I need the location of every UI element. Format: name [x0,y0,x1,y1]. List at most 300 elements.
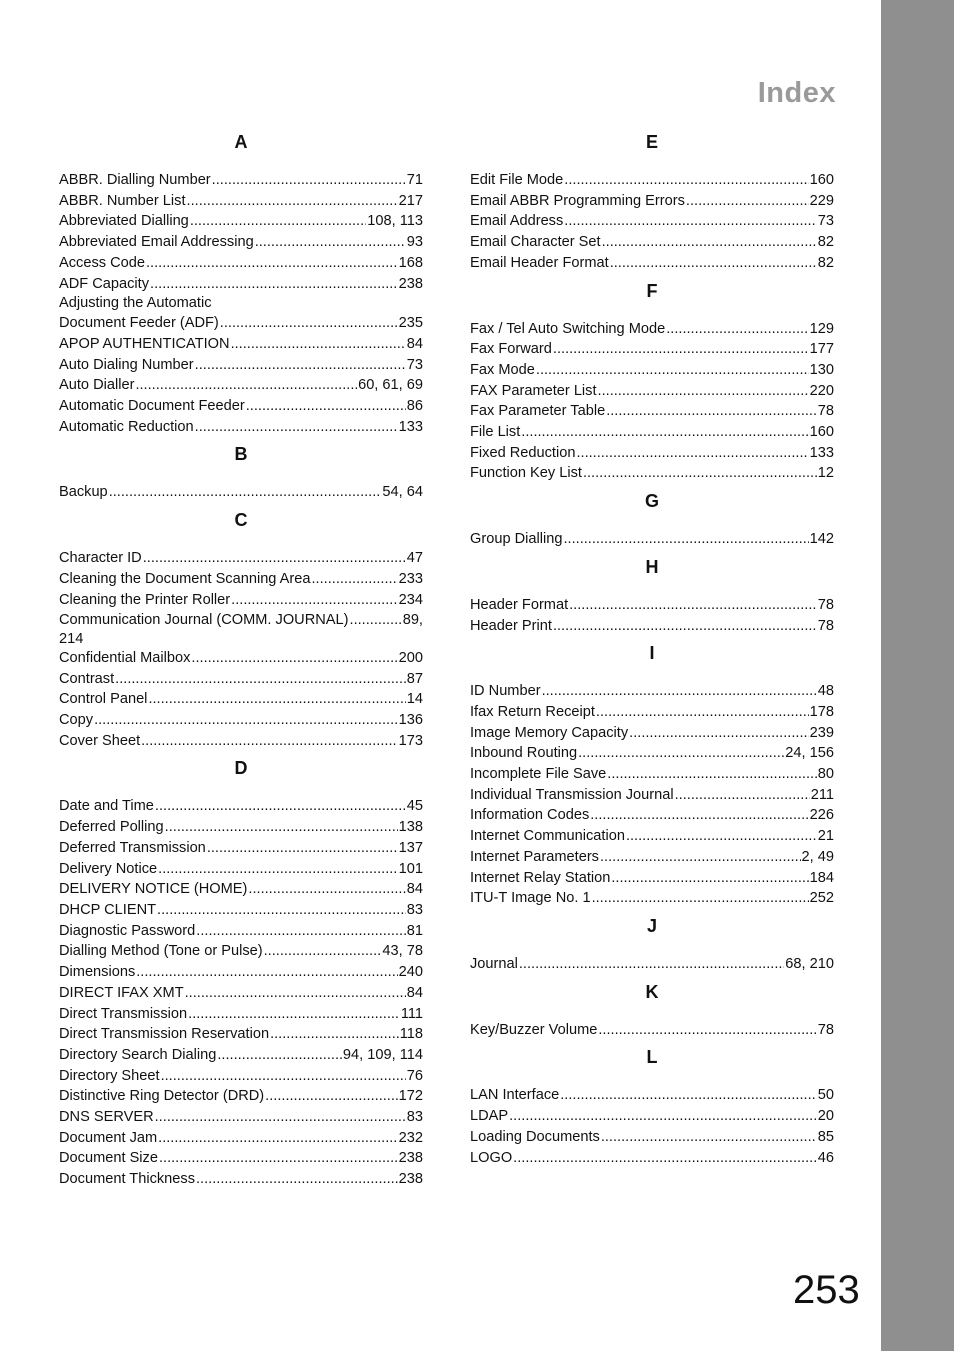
entry-leader-dots [666,319,808,340]
entry-pages: 86 [406,398,423,415]
entry-pages: 133 [809,444,834,461]
index-entry [470,381,834,402]
entry-name: Deferred Polling [59,819,164,836]
entry-leader-dots [231,334,406,355]
entry-pages: 238 [398,275,423,292]
section-letter: B [234,444,248,465]
entry-pages: 142 [809,531,834,548]
entry-leader-dots [212,170,406,191]
entry-leader-dots [598,381,809,402]
entry-leader-dots [611,868,808,889]
index-entry [59,669,423,690]
entry-leader-dots [255,232,406,253]
index-column-left [59,130,423,1190]
entry-name: Copy [59,712,94,729]
entry-name: Document Feeder (ADF) [59,315,219,332]
index-entry [470,339,834,360]
entry-name: Communication Journal (COMM. JOURNAL) [59,612,349,629]
entry-pages: 177 [809,341,834,358]
entry-pages: 60, 61, 69 [358,377,423,394]
index-entry [59,334,423,355]
entry-leader-dots [602,232,817,253]
entry-leader-dots [246,396,406,417]
entry-name: Document Thickness [59,1171,195,1188]
entry-name: LDAP [470,1108,509,1125]
entry-leader-dots [195,355,406,376]
entry-name: Cover Sheet [59,732,141,749]
index-entry [470,463,834,484]
entry-pages: 78 [817,403,834,420]
index-section [59,508,423,751]
index-entry [59,253,423,274]
section-letter: E [645,132,658,152]
entry-pages: 43, 78 [382,943,423,960]
entry-name: Dialling Method (Tone or Pulse) [59,943,263,960]
section-letter: F [646,280,658,301]
entry-pages: 226 [809,807,834,824]
index-section [59,442,423,503]
entry-name: DELIVERY NOTICE (HOME) [59,881,248,898]
index-entry [59,610,423,631]
index-entry [59,731,423,752]
entry-pages: 240 [398,964,423,981]
index-entry [470,954,834,975]
entry-name: Diagnostic Password [59,922,196,939]
entry-leader-dots [155,1107,406,1128]
index-entry [59,274,423,295]
entry-leader-dots [553,339,809,360]
entry-pages: 129 [809,320,834,337]
entry-pages: 108, 113 [367,213,423,230]
entry-pages: 84 [406,984,423,1001]
entry-pages: 20 [817,1108,834,1125]
entry-pages: 217 [398,192,423,209]
entry-pages: 83 [406,901,423,918]
entry-leader-dots [248,879,405,900]
index-entry [59,569,423,590]
index-entry [59,1045,423,1066]
entry-name: Access Code [59,254,145,271]
entry-name: Individual Transmission Journal [470,786,674,803]
index-section [470,980,834,1041]
entry-leader-dots [187,191,398,212]
entry-name: Control Panel [59,691,148,708]
entry-leader-dots [509,1106,817,1127]
entry-leader-dots [560,1085,817,1106]
index-entry [470,764,834,785]
index-entry [59,1004,423,1025]
index-entry [470,616,834,637]
entry-name: DIRECT IFAX XMT [59,984,184,1001]
entry-name: Ifax Return Receipt [470,703,595,720]
index-entry [470,253,834,274]
entry-name: Email Address [470,213,564,230]
entry-leader-dots [141,731,398,752]
entry-name: Inbound Routing [470,745,578,762]
entry-pages: 24, 156 [785,745,834,762]
entry-pages: 232 [398,1129,423,1146]
entry-name: Document Jam [59,1129,158,1146]
entry-name: Fax Mode [470,361,535,378]
entry-leader-dots [675,785,810,806]
entry-pages: 45 [406,798,423,815]
entry-leader-dots [563,529,808,550]
entry-pages: 78 [817,617,834,634]
index-entry [59,548,423,569]
index-entry [59,1148,423,1169]
entry-leader-dots [161,1066,406,1087]
entry-name: Edit File Mode [470,172,564,188]
entry-name: Cleaning the Document Scanning Area [59,570,311,587]
entry-leader-dots [195,417,398,438]
entry-name: Email ABBR Programming Errors [470,192,685,209]
index-entry-continuation: 214 [59,630,84,647]
index-entry [59,590,423,611]
index-entry [59,962,423,983]
index-entry [59,232,423,253]
entry-leader-dots [264,941,382,962]
index-entry [470,847,834,868]
entry-leader-dots [583,463,817,484]
entry-name: Email Header Format [470,254,609,271]
entry-pages: 85 [817,1128,834,1145]
index-entry [470,401,834,422]
entry-name: Direct Transmission Reservation [59,1026,270,1043]
index-entry [59,921,423,942]
entry-leader-dots [350,610,402,631]
entry-pages: 178 [809,703,834,720]
entry-leader-dots [94,710,398,731]
entry-leader-dots [626,826,817,847]
page-number: 253 [793,1268,860,1312]
index-entry [470,743,834,764]
index-entry [59,1107,423,1128]
entry-leader-dots [157,900,406,921]
entry-leader-dots [115,669,406,690]
section-letter: J [646,915,657,936]
entry-name: ABBR. Number List [59,192,186,209]
entry-name: Header Print [470,617,552,634]
entry-pages: 2, 49 [801,848,834,865]
entry-leader-dots [569,595,817,616]
entry-pages: 82 [817,234,834,251]
entry-leader-dots [564,211,816,232]
entry-pages: 238 [398,1171,423,1188]
entry-pages: 54, 64 [382,484,423,501]
side-tab-bar [881,0,954,1351]
entry-name: Dimensions [59,964,136,981]
entry-leader-dots [542,681,817,702]
index-entry [59,941,423,962]
entry-leader-dots [146,253,398,274]
entry-leader-dots [231,590,397,611]
index-entry [59,796,423,817]
entry-pages: 239 [809,724,834,741]
entry-name: Deferred Transmission [59,839,206,856]
entry-pages: 82 [817,254,834,271]
entry-pages: 46 [817,1149,834,1166]
entry-pages: 68, 210 [785,955,834,972]
entry-name: FAX Parameter List [470,382,597,399]
entry-leader-dots [158,1128,398,1149]
entry-name: Incomplete File Save [470,766,607,783]
index-entry [470,702,834,723]
index-section [470,1045,834,1168]
entry-pages: 78 [817,1021,834,1038]
entry-leader-dots [596,702,809,723]
entry-name: Auto Dialler [59,377,135,394]
index-entry [470,443,834,464]
index-entry [59,817,423,838]
index-entry [59,482,423,503]
entry-name: Image Memory Capacity [470,724,629,741]
entry-pages: 136 [398,712,423,729]
index-entry [470,529,834,550]
entry-leader-dots [553,616,817,637]
entry-name: Cleaning the Printer Roller [59,591,231,608]
entry-pages: 78 [817,596,834,613]
index-entry [59,417,423,438]
index-entry [470,868,834,889]
entry-leader-dots [513,1148,817,1169]
index-entry-prefix: Adjusting the Automatic [59,295,212,312]
entry-name: ABBR. Dialling Number [59,172,211,188]
entry-leader-dots [265,1086,397,1107]
entry-pages: 160 [809,424,834,441]
index-entry [470,1020,834,1041]
entry-leader-dots [220,313,398,334]
index-entry [470,1127,834,1148]
entry-leader-dots [191,648,397,669]
entry-name: Internet Communication [470,828,625,845]
entry-leader-dots [607,764,816,785]
entry-name: Header Format [470,596,569,613]
index-entry [59,900,423,921]
index-entry [59,1066,423,1087]
entry-leader-dots [207,838,398,859]
entry-name: Direct Transmission [59,1005,188,1022]
index-entry [59,355,423,376]
entry-pages: 184 [809,869,834,886]
entry-leader-dots [600,847,801,868]
entry-name: Date and Time [59,798,154,815]
entry-pages: 238 [398,1150,423,1167]
entry-pages: 84 [406,335,423,352]
entry-name: Fax Forward [470,341,552,358]
entry-pages: 84 [406,881,423,898]
entry-leader-dots [148,689,405,710]
entry-name: Function Key List [470,465,582,482]
entry-name: ITU-T Image No. 1 [470,890,591,907]
index-section [470,130,834,274]
entry-leader-dots [578,743,784,764]
index-section [470,489,834,550]
page-title: Index [757,77,836,109]
entry-pages: 111 [400,1005,423,1022]
entry-pages: 73 [406,356,423,373]
index-entry [470,422,834,443]
entry-pages: 211 [810,786,834,803]
entry-leader-dots [598,1020,816,1041]
entry-leader-dots [150,274,398,295]
entry-pages: 229 [809,192,834,209]
entry-pages: 252 [809,890,834,907]
index-section [470,279,834,485]
entry-pages: 101 [398,860,423,877]
entry-name: Fax Parameter Table [470,403,606,420]
entry-pages: 233 [398,570,423,587]
index-entry [470,888,834,909]
entry-name: Directory Search Dialing [59,1046,217,1063]
section-letter: L [646,1047,658,1068]
entry-leader-dots [312,569,398,590]
entry-leader-dots [196,921,405,942]
index-entry [59,838,423,859]
index-section [470,641,834,909]
entry-pages: 173 [398,732,423,749]
entry-leader-dots [270,1024,399,1045]
entry-leader-dots [564,170,808,191]
entry-leader-dots [136,962,397,983]
entry-name: Fax / Tel Auto Switching Mode [470,320,666,337]
index-entry [59,1086,423,1107]
entry-name: Backup [59,484,108,501]
entry-pages: 220 [809,382,834,399]
index-entry [59,396,423,417]
entry-leader-dots [686,191,809,212]
index-entry [59,375,423,396]
entry-leader-dots [143,548,406,569]
section-letter: C [234,510,248,531]
entry-pages: 76 [406,1067,423,1084]
section-letter: D [234,758,248,779]
entry-leader-dots [109,482,382,503]
entry-leader-dots [188,1004,400,1025]
entry-leader-dots [217,1045,342,1066]
index-entry [59,1024,423,1045]
entry-name: Automatic Reduction [59,418,194,435]
entry-name: ADF Capacity [59,275,150,292]
index-entry [470,805,834,826]
entry-pages: 83 [406,1109,423,1126]
index-section [470,914,834,975]
section-letter: A [234,132,248,152]
index-entry [470,826,834,847]
entry-name: Key/Buzzer Volume [470,1021,598,1038]
entry-leader-dots [590,805,808,826]
entry-pages: 168 [398,254,423,271]
index-entry [59,191,423,212]
entry-pages: 133 [398,418,423,435]
entry-leader-dots [606,401,817,422]
entry-pages: 48 [817,683,834,700]
index-entry [59,710,423,731]
index-entry [59,1169,423,1190]
index-column-right [470,130,834,1168]
entry-name: Journal [470,955,518,972]
entry-name: Loading Documents [470,1128,600,1145]
entry-leader-dots [519,954,784,975]
entry-name: Fixed Reduction [470,444,576,461]
entry-name: Confidential Mailbox [59,649,191,666]
entry-name: Automatic Document Feeder [59,398,245,415]
entry-pages: 81 [406,922,423,939]
section-letter: H [645,556,659,577]
index-entry [470,595,834,616]
section-letter: K [645,981,659,1002]
index-entry [59,983,423,1004]
index-entry [470,785,834,806]
entry-name: LAN Interface [470,1087,560,1104]
index-entry [470,1085,834,1106]
entry-name: Auto Dialing Number [59,356,194,373]
index-entry [59,170,423,191]
entry-name: Email Character Set [470,234,601,251]
entry-pages: 71 [406,172,423,188]
entry-name: LOGO [470,1149,513,1166]
entry-pages: 94, 109, 114 [342,1046,423,1063]
entry-name: Abbreviated Email Addressing [59,234,254,251]
index-entry [470,1148,834,1169]
entry-pages: 73 [817,213,834,230]
entry-pages: 80 [817,766,834,783]
entry-name: Directory Sheet [59,1067,160,1084]
entry-pages: 172 [398,1088,423,1105]
entry-pages: 235 [398,315,423,332]
index-entry [470,1106,834,1127]
index-entry [59,211,423,232]
index-entry [470,723,834,744]
entry-leader-dots [536,360,809,381]
index-entry [470,211,834,232]
entry-name: Internet Parameters [470,848,599,865]
section-letter: I [649,643,655,664]
index-entry [59,1128,423,1149]
entry-name: Group Dialling [470,531,563,548]
entry-leader-dots [135,375,357,396]
entry-leader-dots [196,1169,398,1190]
entry-leader-dots [155,796,406,817]
entry-name: Information Codes [470,807,590,824]
index-entry [470,319,834,340]
entry-name: Distinctive Ring Detector (DRD) [59,1088,265,1105]
entry-name: DHCP CLIENT [59,901,157,918]
index-entry [470,232,834,253]
entry-leader-dots [576,443,808,464]
entry-pages: 160 [809,172,834,188]
entry-pages: 130 [809,361,834,378]
section-letter: G [644,491,659,512]
index-entry [59,648,423,669]
index-entry [470,170,834,191]
entry-name: DNS SERVER [59,1109,154,1126]
index-entry [470,191,834,212]
entry-leader-dots [185,983,406,1004]
entry-pages: 47 [406,550,423,567]
entry-pages: 89, [402,612,423,629]
entry-name: Delivery Notice [59,860,158,877]
index-section [470,555,834,636]
entry-leader-dots [629,723,808,744]
index-entry [59,879,423,900]
entry-pages: 87 [406,670,423,687]
entry-name: Contrast [59,670,115,687]
entry-leader-dots [521,422,808,443]
index-section [59,756,423,1189]
entry-leader-dots [190,211,366,232]
index-entry [59,313,423,334]
entry-pages: 200 [398,649,423,666]
